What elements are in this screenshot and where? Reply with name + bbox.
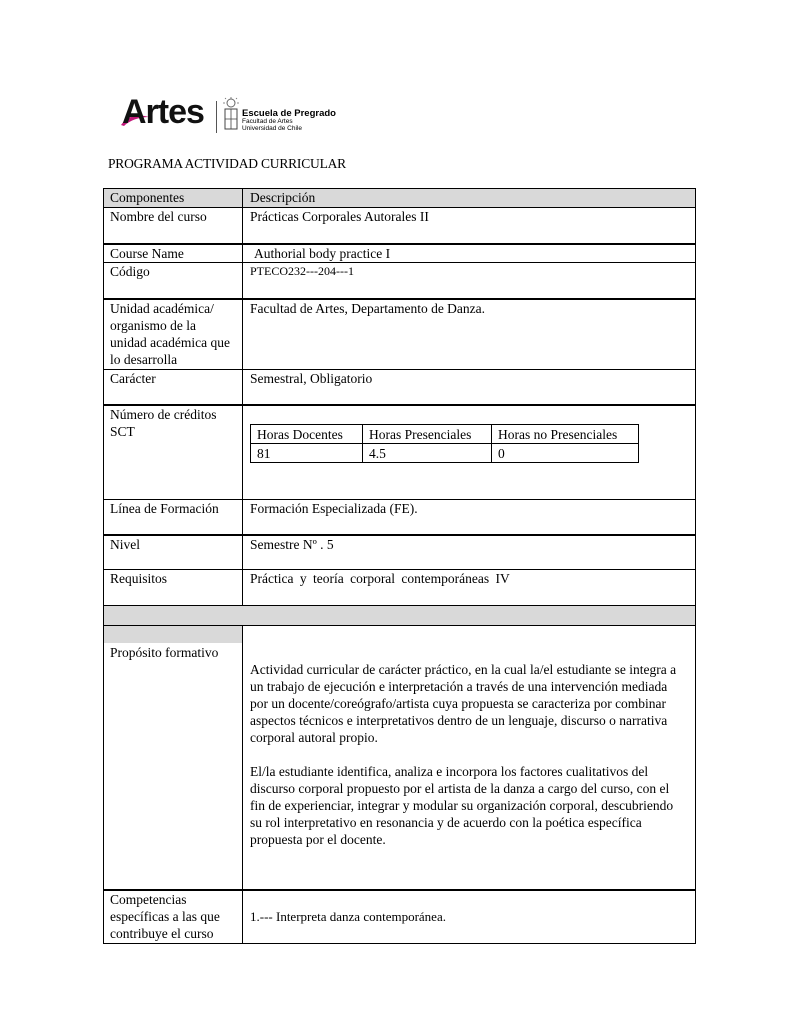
purpose-paragraph-2: El/la estudiante identifica, analiza e incorpora los factores cualitativos del discurso corporal propuesto por el artista de la danza a cargo del curso, con el fin de experienciar, integrar y modular su organización corporal, descubriendo su rol interpretativo en resonancia y de acuerdo con la poética específica propuesta por el docente. (250, 764, 674, 847)
col-header-description: Descripción (250, 190, 316, 205)
row-creditos (103, 405, 696, 500)
row-spacer-grey (103, 606, 696, 625)
value-course-name: Authorial body practice I (254, 246, 391, 261)
credits-header-cell: Horas no Presenciales (492, 425, 639, 444)
row-nivel (103, 535, 696, 570)
purpose-text (243, 626, 695, 889)
row-course-name (103, 244, 696, 263)
label-codigo: Código (104, 263, 243, 298)
row-requisitos (103, 570, 696, 606)
value-nombre: Prácticas Corporales Autorales II (250, 209, 429, 224)
table-header-row (103, 189, 696, 208)
logo-line-1: Escuela de Pregrado (242, 108, 336, 119)
label-nombre: Nombre del curso (104, 208, 243, 243)
label-competencias: Competencias específicas a las que contribuye el curso (104, 891, 243, 943)
label-caracter: Carácter (104, 370, 243, 404)
logo-brand: Artes (122, 93, 204, 131)
row-nombre (103, 208, 696, 244)
credits-value-cell: 0 (492, 444, 639, 463)
row-linea (103, 500, 696, 535)
credits-header-cell: Horas Docentes (251, 425, 363, 444)
logo-line-3: Universidad de Chile (242, 124, 302, 132)
credits-table (250, 424, 639, 463)
logo-line-2: Facultad de Artes (242, 117, 293, 125)
value-caracter: Semestral, Obligatorio (250, 371, 373, 386)
value-unidad: Facultad de Artes, Departamento de Danza. (250, 301, 486, 316)
row-codigo (103, 263, 696, 299)
document-title: PROGRAMA ACTIVIDAD CURRICULAR (108, 156, 346, 171)
row-competencias (103, 890, 696, 944)
value-codigo: PTECO232---204---1 (250, 264, 354, 278)
university-seal-icon (222, 97, 240, 133)
row-caracter (103, 370, 696, 405)
credits-header-cell: Horas Presenciales (363, 425, 492, 444)
value-nivel: Semestre Nº . 5 (250, 537, 334, 552)
credits-value-row (251, 444, 639, 463)
col-header-components: Componentes (104, 189, 243, 207)
row-proposito (103, 625, 696, 890)
label-linea: Línea de Formación (104, 500, 243, 534)
spacer-right (243, 606, 695, 625)
purpose-paragraph-1: Actividad curricular de carácter práctico, en la cual la/el estudiante se integra a un trabajo de ejecución e interpretación a través de una intervención mediada por un docente/coreógrafo/artista cuya propuesta se caracteriza por combinar aspectos técnicos e interpretativos dentro de un lenguaje, discurso o narrativa corporal autoral propio. (250, 662, 677, 745)
label-proposito: Propósito formativo (104, 625, 243, 889)
value-linea: Formación Especializada (FE). (250, 501, 418, 516)
faculty-logo (122, 93, 352, 139)
label-unidad: Unidad académica/ organismo de la unidad académica que lo desarrolla (104, 300, 243, 369)
logo-divider (216, 101, 217, 133)
label-course-name: Course Name (104, 245, 243, 262)
label-nivel: Nivel (104, 536, 243, 569)
value-requisitos: Práctica y teoría corporal contemporáneas IV (250, 571, 510, 586)
label-creditos: Número de créditos SCT (104, 406, 243, 499)
spacer-left (104, 606, 243, 625)
credits-value-cell: 81 (251, 444, 363, 463)
curriculum-table (103, 188, 696, 944)
row-unidad (103, 299, 696, 370)
logo-text (242, 109, 336, 133)
credits-header-row (251, 425, 639, 444)
value-competencias: 1.--- Interpreta danza contemporánea. (250, 909, 446, 924)
label-requisitos: Requisitos (104, 570, 243, 605)
credits-cell (243, 406, 695, 499)
credits-value-cell: 4.5 (363, 444, 492, 463)
